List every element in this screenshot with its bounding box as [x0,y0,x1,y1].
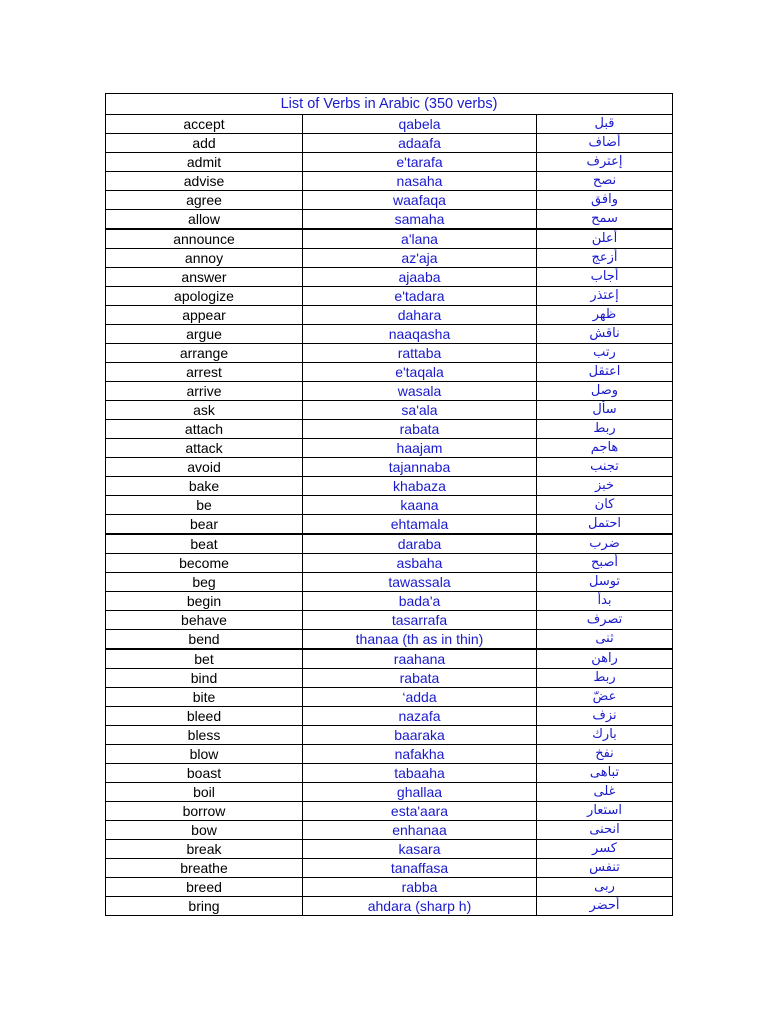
table-row [106,287,673,306]
arabic-cell: ربى [537,878,673,897]
transliteration-cell: tajannaba [303,458,537,477]
transliteration-cell: haajam [303,439,537,458]
transliteration-cell: e'tadara [303,287,537,306]
arabic-cell: بدأ [537,592,673,611]
transliteration-cell: esta'aara [303,802,537,821]
table-title: List of Verbs in Arabic (350 verbs) [106,94,673,115]
arabic-cell: هاجم [537,439,673,458]
table-row [106,573,673,592]
arabic-cell: نفخ [537,745,673,764]
arabic-cell: سأل [537,401,673,420]
transliteration-cell: adaafa [303,134,537,153]
arabic-cell: بارك [537,726,673,745]
table-title-row [106,94,673,115]
english-cell: bind [106,669,303,688]
transliteration-cell: tanaffasa [303,859,537,878]
arabic-cell: غلى [537,783,673,802]
english-cell: breed [106,878,303,897]
transliteration-cell: tabaaha [303,764,537,783]
arabic-cell: كان [537,496,673,515]
table-row [106,630,673,650]
table-row [106,306,673,325]
table-row [106,153,673,172]
arabic-cell: تباهى [537,764,673,783]
arabic-cell: نزف [537,707,673,726]
table-row [106,172,673,191]
english-cell: advise [106,172,303,191]
table-row [106,325,673,344]
arabic-cell: إعتذر [537,287,673,306]
table-row [106,458,673,477]
arabic-cell: اعتقل [537,363,673,382]
transliteration-cell: ahdara (sharp h) [303,897,537,916]
table-row [106,726,673,745]
english-cell: attack [106,439,303,458]
arabic-cell: تصرف [537,611,673,630]
transliteration-cell: sa'ala [303,401,537,420]
table-row [106,554,673,573]
transliteration-cell: asbaha [303,554,537,573]
arabic-cell: أزعج [537,249,673,268]
english-cell: bend [106,630,303,650]
arabic-cell: ربط [537,420,673,439]
arabic-cell: رتب [537,344,673,363]
transliteration-cell: wasala [303,382,537,401]
arabic-cell: انحنى [537,821,673,840]
arabic-cell: خبز [537,477,673,496]
english-cell: apologize [106,287,303,306]
transliteration-cell: tawassala [303,573,537,592]
english-cell: bite [106,688,303,707]
english-cell: appear [106,306,303,325]
table-row [106,515,673,535]
english-cell: boast [106,764,303,783]
transliteration-cell: dahara [303,306,537,325]
arabic-cell: ربط [537,669,673,688]
arabic-cell: استعار [537,802,673,821]
transliteration-cell: bada'a [303,592,537,611]
arabic-cell: إعترف [537,153,673,172]
table-row [106,363,673,382]
transliteration-cell: ghallaa [303,783,537,802]
transliteration-cell: kaana [303,496,537,515]
table-row [106,401,673,420]
verb-table-body [106,115,673,916]
table-row [106,688,673,707]
table-row [106,477,673,496]
transliteration-cell: ehtamala [303,515,537,535]
table-row [106,115,673,134]
english-cell: beg [106,573,303,592]
transliteration-cell: ajaaba [303,268,537,287]
english-cell: bring [106,897,303,916]
transliteration-cell: ‘adda [303,688,537,707]
arabic-cell: سمح [537,210,673,230]
transliteration-cell: e'taqala [303,363,537,382]
transliteration-cell: samaha [303,210,537,230]
arabic-cell: ظهر [537,306,673,325]
table-row [106,134,673,153]
english-cell: arrive [106,382,303,401]
english-cell: answer [106,268,303,287]
table-row [106,840,673,859]
transliteration-cell: nasaha [303,172,537,191]
english-cell: accept [106,115,303,134]
transliteration-cell: waafaqa [303,191,537,210]
table-row [106,439,673,458]
english-cell: break [106,840,303,859]
arabic-cell: عضّ [537,688,673,707]
english-cell: add [106,134,303,153]
table-row [106,534,673,554]
transliteration-cell: baaraka [303,726,537,745]
arabic-cell: ثنى [537,630,673,650]
english-cell: become [106,554,303,573]
english-cell: bear [106,515,303,535]
english-cell: bet [106,649,303,669]
english-cell: bow [106,821,303,840]
transliteration-cell: nazafa [303,707,537,726]
table-row [106,344,673,363]
arabic-cell: أضاف [537,134,673,153]
transliteration-cell: khabaza [303,477,537,496]
table-row [106,249,673,268]
arabic-cell: كسر [537,840,673,859]
english-cell: allow [106,210,303,230]
english-cell: be [106,496,303,515]
transliteration-cell: kasara [303,840,537,859]
transliteration-cell: naaqasha [303,325,537,344]
table-row [106,191,673,210]
english-cell: argue [106,325,303,344]
arabic-cell: تنفس [537,859,673,878]
english-cell: attach [106,420,303,439]
english-cell: bake [106,477,303,496]
table-row [106,496,673,515]
transliteration-cell: thanaa (th as in thin) [303,630,537,650]
table-row [106,229,673,249]
transliteration-cell: a'lana [303,229,537,249]
transliteration-cell: qabela [303,115,537,134]
table-row [106,745,673,764]
english-cell: bless [106,726,303,745]
arabic-cell: راهن [537,649,673,669]
table-row [106,382,673,401]
transliteration-cell: e'tarafa [303,153,537,172]
arabic-cell: أعلن [537,229,673,249]
arabic-cell: أحضر [537,897,673,916]
english-cell: arrest [106,363,303,382]
transliteration-cell: rattaba [303,344,537,363]
transliteration-cell: daraba [303,534,537,554]
arabic-cell: أجاب [537,268,673,287]
english-cell: announce [106,229,303,249]
table-row [106,420,673,439]
english-cell: agree [106,191,303,210]
table-row [106,764,673,783]
verb-table [105,93,673,916]
arabic-cell: تجنب [537,458,673,477]
arabic-cell: قبل [537,115,673,134]
english-cell: borrow [106,802,303,821]
arabic-cell: احتمل [537,515,673,535]
english-cell: blow [106,745,303,764]
transliteration-cell: az'aja [303,249,537,268]
english-cell: bleed [106,707,303,726]
arabic-cell: ناقش [537,325,673,344]
english-cell: breathe [106,859,303,878]
english-cell: admit [106,153,303,172]
table-row [106,649,673,669]
transliteration-cell: enhanaa [303,821,537,840]
table-row [106,611,673,630]
table-row [106,707,673,726]
table-row [106,897,673,916]
transliteration-cell: rabata [303,420,537,439]
english-cell: begin [106,592,303,611]
english-cell: boil [106,783,303,802]
table-row [106,669,673,688]
english-cell: avoid [106,458,303,477]
table-row [106,592,673,611]
arabic-cell: وافق [537,191,673,210]
table-row [106,821,673,840]
arabic-cell: نصح [537,172,673,191]
table-row [106,268,673,287]
arabic-cell: أصبح [537,554,673,573]
arabic-cell: توسل [537,573,673,592]
table-row [106,783,673,802]
english-cell: ask [106,401,303,420]
english-cell: beat [106,534,303,554]
transliteration-cell: rabba [303,878,537,897]
transliteration-cell: tasarrafa [303,611,537,630]
table-row [106,878,673,897]
arabic-cell: وصل [537,382,673,401]
table-row [106,859,673,878]
transliteration-cell: rabata [303,669,537,688]
english-cell: annoy [106,249,303,268]
transliteration-cell: nafakha [303,745,537,764]
arabic-cell: ضرب [537,534,673,554]
english-cell: behave [106,611,303,630]
english-cell: arrange [106,344,303,363]
table-row [106,210,673,230]
table-row [106,802,673,821]
transliteration-cell: raahana [303,649,537,669]
